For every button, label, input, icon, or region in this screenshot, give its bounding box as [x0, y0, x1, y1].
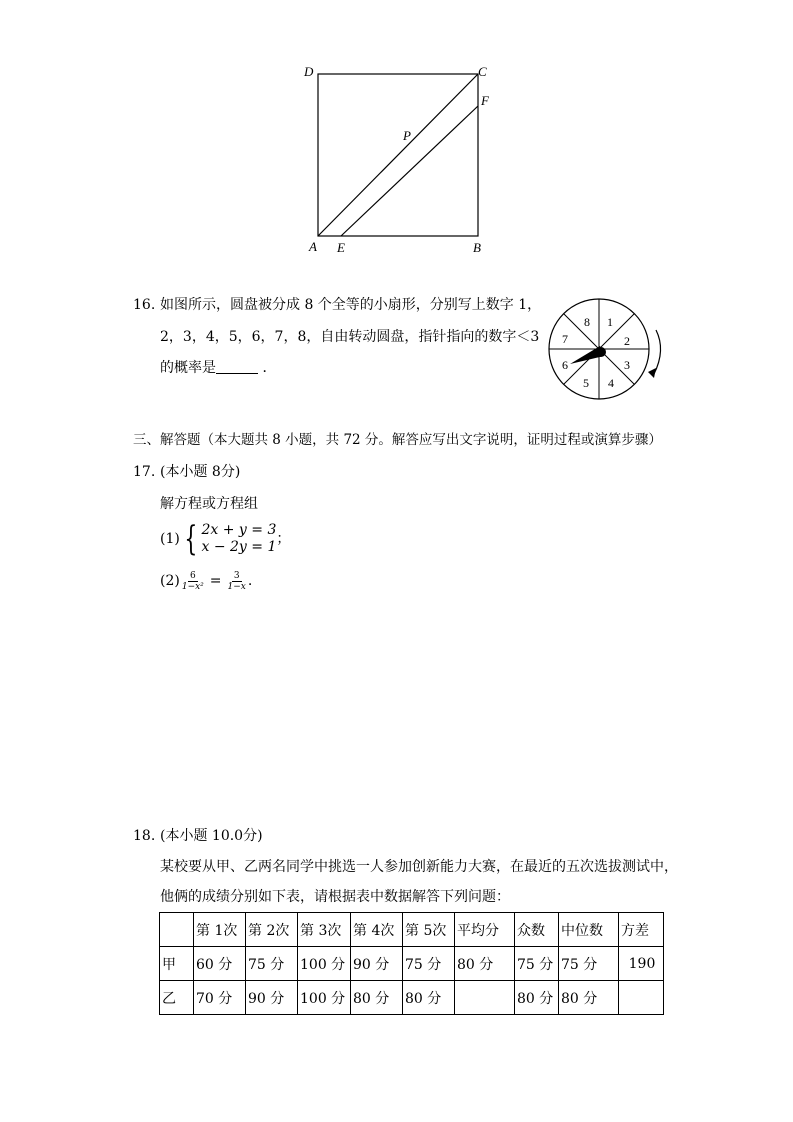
- table-header-cell: 平均分: [455, 913, 515, 947]
- table-cell: 乙: [160, 981, 194, 1015]
- table-cell: 60 分: [194, 947, 246, 981]
- arrowhead-icon: [648, 368, 656, 378]
- table-header-cell: 第 2次: [246, 913, 298, 947]
- table-cell: 190: [619, 947, 664, 981]
- q17-number: 17.: [133, 464, 156, 480]
- q16-number: 16.: [133, 297, 156, 313]
- spinner-number-4: 4: [608, 376, 614, 390]
- lhs-numerator: 6: [189, 570, 196, 581]
- table-cell: [619, 981, 664, 1015]
- q18-line1: 某校要从甲、乙两名同学中挑选一人参加创新能力大赛，在最近的五次选拔测试中，: [160, 859, 678, 875]
- q16-line3: [160, 358, 276, 378]
- spinner-number-1: 1: [607, 315, 613, 329]
- q16-line3-prefix: 的概率是: [160, 360, 216, 376]
- spinner-number-3: 3: [624, 358, 630, 372]
- equation-1: 2x + y = 3: [201, 522, 277, 538]
- spinner-number-8: 8: [584, 315, 590, 329]
- label-e: E: [337, 240, 345, 255]
- answer-blank: [216, 359, 258, 374]
- part2-label: (2): [160, 573, 180, 589]
- lhs-fraction: [180, 571, 206, 592]
- q17-instruction: 解方程或方程组: [160, 496, 258, 512]
- q17-points: (本小题 8分): [160, 464, 241, 480]
- table-header-cell: 第 3次: [298, 913, 351, 947]
- table-header-cell: 第 1次: [194, 913, 246, 947]
- label-c: C: [478, 64, 487, 79]
- spinner-hub: [596, 347, 606, 357]
- table-header-cell: 第 5次: [403, 913, 455, 947]
- equals-sign: =: [209, 573, 222, 589]
- q16-line2: 2，3，4，5，6，7，8，自由转动圆盘，指针指向的数字＜3: [160, 329, 540, 345]
- table-header-cell: 中位数: [559, 913, 619, 947]
- label-p: P: [403, 128, 411, 143]
- table-cell: [455, 981, 515, 1015]
- table-header-cell: [160, 913, 194, 947]
- q18-number: 18.: [133, 828, 156, 844]
- table-cell: 80 分: [351, 981, 403, 1015]
- spinner-number-6: 6: [562, 358, 568, 372]
- rhs-numerator: 3: [233, 570, 240, 581]
- segment-ac: [318, 74, 478, 236]
- label-d: D: [304, 64, 314, 79]
- table-header-cell: 第 4次: [351, 913, 403, 947]
- table-header-row: [160, 913, 664, 947]
- table-header-cell: 方差: [619, 913, 664, 947]
- table-header-cell: 众数: [515, 913, 559, 947]
- part1-label: (1): [160, 531, 180, 547]
- rhs-fraction: [226, 571, 248, 592]
- table-cell: 70 分: [194, 981, 246, 1015]
- q16-line1: 如图所示，圆盘被分成 8 个全等的小扇形，分别写上数字 1，: [160, 297, 542, 313]
- q16-line3-suffix: ．: [262, 360, 277, 376]
- table-cell: 75 分: [403, 947, 455, 981]
- table-cell: 甲: [160, 947, 194, 981]
- table-cell: 100 分: [298, 981, 351, 1015]
- section-heading: 三、解答题（本大题共 8 小题，共 72 分。解答应写出文字说明，证明过程或演算步骤）: [133, 432, 662, 448]
- rotation-arrow-icon: [654, 330, 661, 374]
- spinner-figure: [540, 294, 670, 406]
- q18-points: (本小题 10.0分): [160, 828, 263, 844]
- rhs-denominator: 1−x: [227, 581, 246, 592]
- part1-end: ；: [276, 531, 291, 547]
- square-figure: [300, 60, 500, 260]
- table-row: [160, 981, 664, 1015]
- spinner-number-7: 7: [562, 332, 568, 346]
- table-cell: 80 分: [403, 981, 455, 1015]
- label-f: F: [481, 93, 489, 108]
- table-cell: 75 分: [559, 947, 619, 981]
- label-a: A: [309, 239, 317, 254]
- table-cell: 80 分: [455, 947, 515, 981]
- equation-2: x − 2y = 1: [201, 539, 277, 555]
- segment-ef: [341, 106, 478, 236]
- lhs-denominator: 1−x²: [181, 581, 204, 592]
- table-cell: 100 分: [298, 947, 351, 981]
- table-cell: 75 分: [246, 947, 298, 981]
- q18-line2: 他俩的成绩分别如下表，请根据表中数据解答下列问题：: [160, 889, 510, 905]
- table-cell: 75 分: [515, 947, 559, 981]
- table-cell: 80 分: [559, 981, 619, 1015]
- label-b: B: [473, 240, 481, 255]
- brace-icon: {: [184, 519, 198, 559]
- equation-system: [201, 522, 276, 556]
- table-cell: 80 分: [515, 981, 559, 1015]
- spinner-number-5: 5: [583, 376, 589, 390]
- scores-table: [159, 912, 664, 1015]
- q17-part1: [160, 520, 290, 558]
- part2-end: .: [247, 573, 253, 589]
- spinner-number-2: 2: [624, 334, 630, 348]
- table-row: [160, 947, 664, 981]
- table-cell: 90 分: [246, 981, 298, 1015]
- table-cell: 90 分: [351, 947, 403, 981]
- q17-part2: [160, 568, 252, 594]
